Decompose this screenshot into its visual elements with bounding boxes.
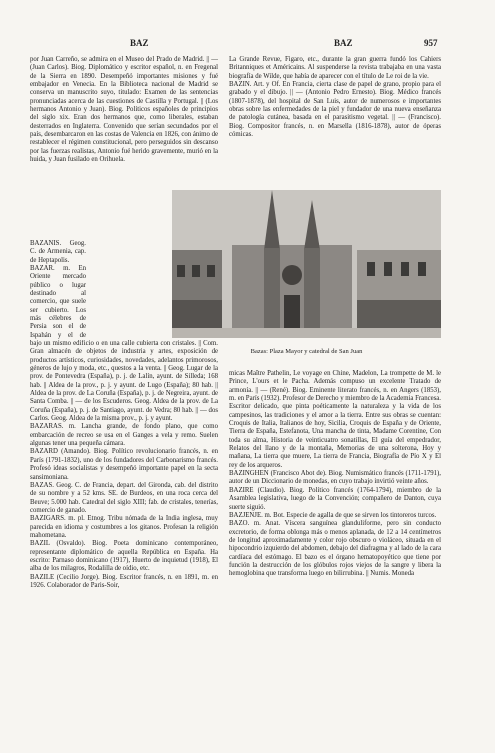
right-column-bottom <box>229 370 441 695</box>
paragraph: BAZIRE (Claudio). Biog. Político francés (1764-1794), miembro de la Asamblea legislativa, luego de la Convención; compañero de Danton, cuya suerte siguió. <box>229 486 441 511</box>
paragraph: BAZANIS. Geog. C. de Armenia, cap. de Heptapolis. <box>30 240 86 264</box>
header-left-word: BAZ <box>130 38 149 48</box>
paragraph: BAZINGHEN (Francisco Abot de). Biog. Numismático francés (1711-1791), autor de un Diccionario de monedas, en cuyo trabajo invirtió veinte años. <box>229 470 441 486</box>
paragraph: BAZAR. m. En Oriente mercado público o lugar destinado al comercio, que suele ser cubierto. Los más célebres de Persia son el de Ispahán y el de <box>30 265 86 339</box>
paragraph: BAZAS. Geog. C. de Francia, depart. del Gironda, cab. del distrito de su nombre y a 52 kms. SE. de Burdeos, en una roca cerca del Beuve; 5.000 hab. Catedral del siglo XIII; fab. de cristales, tenerías, comercio de ganado. <box>30 481 218 514</box>
paragraph: La Grande Revue, Figaro, etc., durante la gran guerra fundó los Cahiers Britanniques et Américains. Al suspenderse la revista trabajaba en una vasta biografía de Wilde, que había de aparecer con el título de Le roi de la vie. <box>229 56 441 80</box>
paragraph: micas Maître Pathelin, Le voyage en Chine, Madelon, La trompette de M. le Prince, L'ours et le Pacha. Además compuso un excelente Tratado de armonía. || — (René). Biog. Eminente literato francés, n. en Angers (1853), m. en París (1932). Profesor de Derecho y miembro de la Academia Francesa. Escritor delicado, que pinta poéticamente la naturaleza y la vida de los campesinos, las tradiciones y el amor a la tierra. Entre sus obras se cuentan: Croquis de Italia, Italianos de hoy, Sicilia, Croquis de España y de Oriente, Tierra de España, Estefanota, Una mancha de tinta, Madame Corentine, Con toda su alma, Historia de veinticuatro sonatillas, El guía del empedrador, Relatos del llano y de la montaña, Memorias de una solterona, Hoy y mañana, La tierra que muere, La tierra de Francia, Biografía de Pío X y El rey de los arqueros. <box>229 370 441 469</box>
paragraph: bajo un mismo edificio o en una calle cubierta con cristales. || Com. Gran almacén de objetos de industria y artes, exposición de productos artísticos, curiosidades, novedades, adelantos primorosos, géneros de lujo y moda, etc., questos a la venta. || Geog. Lugar de la prov. de Pontevedra (España), p. j. de Lalín, ayunt. de Silleda; 168 hab. || Aldea de la prov., p. j. y ayunt. de Lugo (España); 80 hab. || Aldea de la prov. de La Coruña (España), p. j. de Negreira, ayunt. de Santa Comba. || — de los Escuderos. Geog. Aldea de la prov. de La Coruña (España), p. j. de Santiago, ayunt. de Vedra; 80 hab. || — dos Carlos. Geog. Aldea de la misma prov., p. j. y ayunt. <box>30 340 218 423</box>
paragraph: BAZIN. Art. y Of. En Francia, cierta clase de papel de grano, propio para el grabado y el dibujo. || — (Antonio Pedro Ernesto). Biog. Médico francés (1807-1878), del hospital de San Luis, autor de numerosos e importantes obras sobre las enfermedades de la piel y fundador de una nueva enseñanza de patología cutánea, basada en el parasitismo vegetal. || — (Francisco). Biog. Compositor francés, n. en Marsella (1816-1878), autor de óperas cómicas. <box>229 81 441 139</box>
paragraph: BAZARAS. m. Lancha grande, de fondo plano, que como embarcación de recreo se usa en el Ganges a vela y remo. Suelen algunas tener una pequeña cámara. <box>30 423 218 448</box>
paragraph: por Juan Carreño, se admira en el Museo del Prado de Madrid. || — (Juan Carlos). Biog. Diplomático y escritor español, n. en Fregenal de la Sierra en 1890. Desempeñó importantes misiones y fué embajador en Venecia. En la Biblioteca nacional de Madrid se conserva un manuscrito suyo, titulado: Examen de las sentencias pronunciadas acerca de las cuestiones de Castilla y Portugal. || (Los hermanos Antonio y Juan). Biog. Políticos españoles de principios del siglo xix. Eran dos hermanos que, como liberales, estaban desterrados en Inglaterra. Convenido que serían secundados por el país, desembarcaron en las costas de Valencia en 1826, con ánimo de restablecer el régimen constitucional, pero perseguidos sin descanso por las fuerzas realistas, Antonio fué herido gravemente, murió en la huida, y Juan fusilado en Orihuela. <box>30 56 218 164</box>
photo-caption: Bazas: Plaza Mayor y catedral de San Juan <box>250 348 363 355</box>
paragraph: BAZILE (Cecilio Jorge). Biog. Escritor francés, n. en 1891, m. en 1926. Colaborador de Paris-Soir, <box>30 573 218 589</box>
page-number: 957 <box>424 38 438 48</box>
paragraph: BAZJENJE. m. Bot. Especie de agalla de que se sirven los tintoreros turcos. <box>229 511 437 519</box>
paragraph: BAZIL (Osvaldo). Biog. Poeta dominicano contemporáneo, representante diplomático de aquella República en España. Ha escrito: Parnaso dominicano (1917), Huerto de inquietud (1918), El alba de los milagros, Rodalilla de oídio, etc. <box>30 540 218 573</box>
paragraph: BAZO. m. Anat. Víscera sanguínea glanduliforme, pero sin conducto excretorio, de forma oblonga más o menos aplanada, de 12 a 14 centímetros de longitud aproximadamente y color rojo obscuro o violáceo, situada en el hipocondrio izquierdo del abdomen, debajo del diafragma y al lado de la cara cardíaca del estómago. El bazo es el órgano hematopoyético que tiene por función la destrucción de los glóbulos rojos viejos de la sangre y libera la hemoglobina que transforma luego en bilirrubina. || Numis. Moneda <box>229 520 441 578</box>
header-right-word: BAZ <box>334 38 353 48</box>
left-column-bottom <box>30 340 218 695</box>
photo-plaza-bazas-image <box>172 190 441 338</box>
paragraph: BAZIGARS. m. pl. Etnog. Tribu nómada de la India inglesa, muy parecida en idioma y costumbres a los gitanos. Profesan la religión mahometana. <box>30 515 218 539</box>
paragraph: BAZARD (Amando). Biog. Político revolucionario francés, n. en París (1791-1832), uno de los fundadores del Carbonarismo francés. Profesó ideas socialistas y desempeñó importante papel en la secta sansimoniana. <box>30 448 218 481</box>
left-column-narrow <box>30 240 86 340</box>
page-header <box>0 38 495 52</box>
photo-plaza-bazas <box>172 190 441 338</box>
